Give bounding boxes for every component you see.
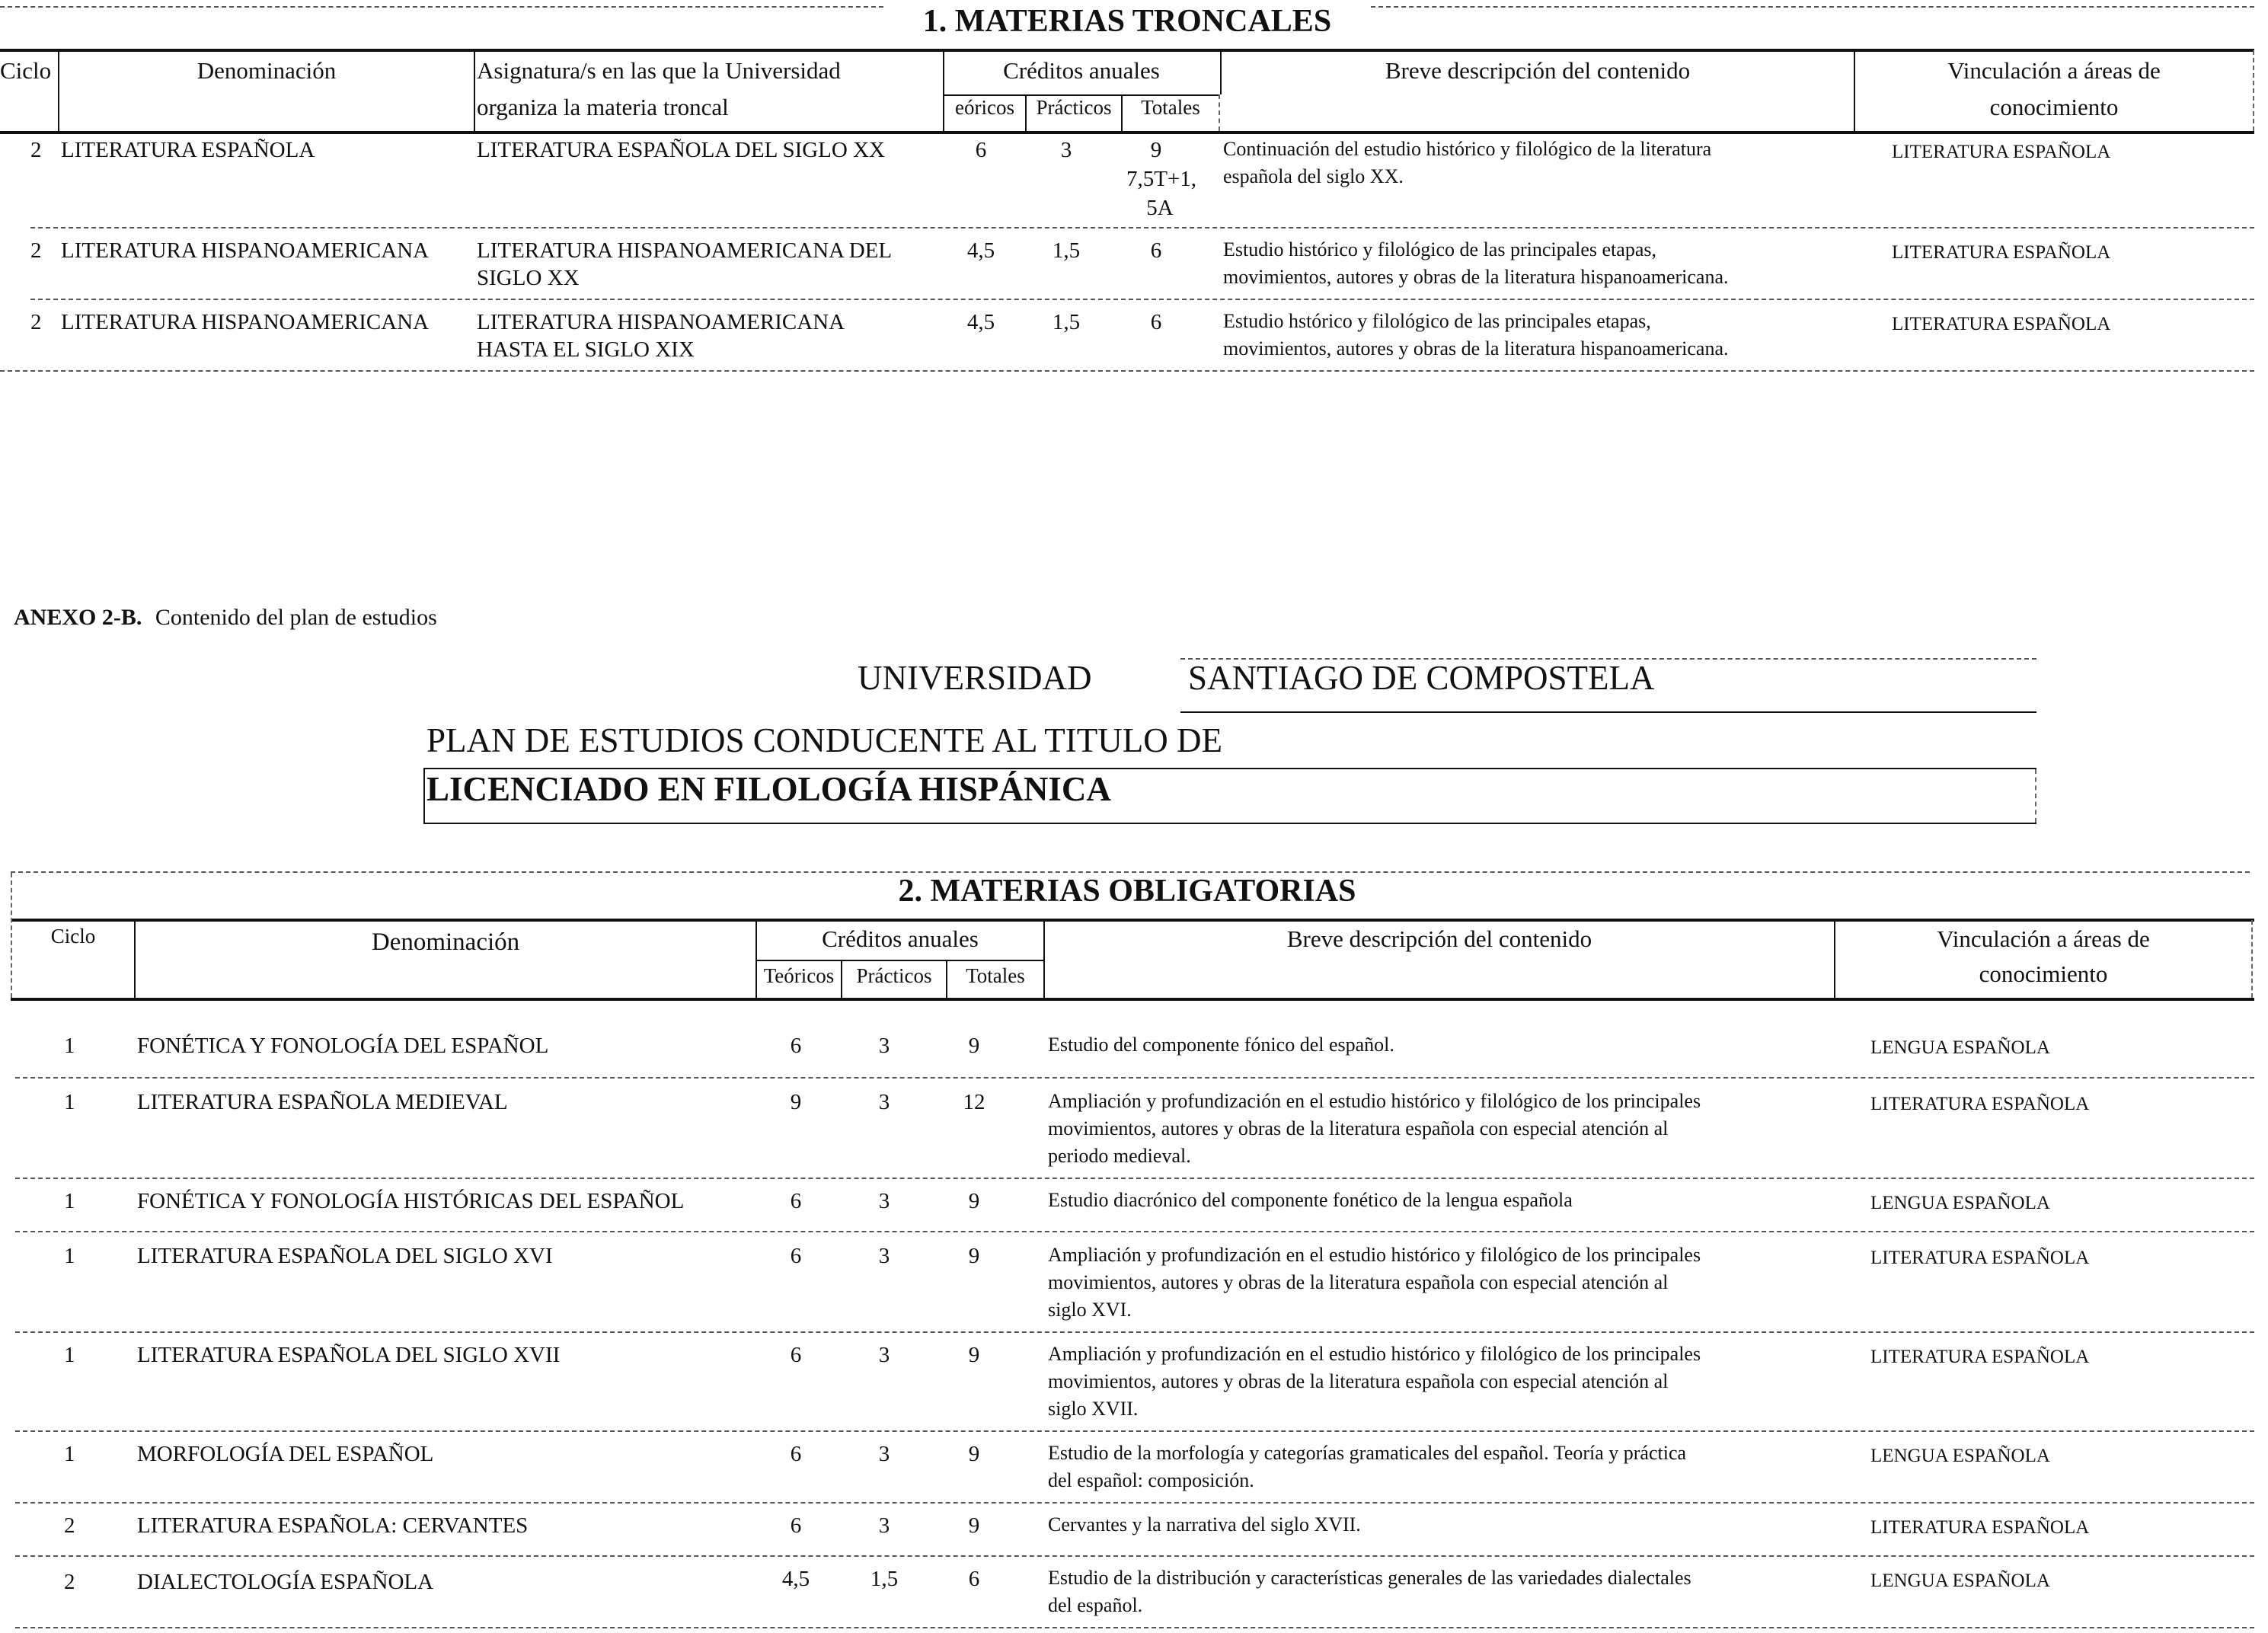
row-ciclo: 1 xyxy=(64,1034,75,1058)
troncales-header-bottom-rule xyxy=(0,131,2254,134)
row-descripcion-1: Cervantes y la narrativa del siglo XVII. xyxy=(1048,1513,1361,1536)
troncales-header-teoricos: eóricos xyxy=(955,96,1014,119)
row-ciclo: 2 xyxy=(30,310,42,334)
row-practicos: 3 xyxy=(878,1244,890,1268)
row-practicos: 1,5 xyxy=(1052,310,1081,334)
row-teoricos: 4,5 xyxy=(966,238,995,263)
row-descripcion-2: movimientos, autores y obras de la literatura hispanoamericana. xyxy=(1223,266,1729,288)
row-area: LITERATURA ESPAÑOLA xyxy=(1870,1248,2090,1268)
row-descripcion-1: Ampliación y profundización en el estudio histórico y filológico de los principales xyxy=(1048,1343,1701,1365)
row-teoricos: 4,5 xyxy=(966,310,995,334)
row-descripcion-3: siglo XVII. xyxy=(1048,1398,1139,1420)
obligatorias-title: 2. MATERIAS OBLIGATORIAS xyxy=(898,874,1356,909)
row-teoricos: 9 xyxy=(790,1090,802,1114)
row-ciclo: 1 xyxy=(64,1343,75,1367)
row-divider xyxy=(15,1502,2254,1504)
row-practicos: 3 xyxy=(878,1513,890,1538)
row-practicos: 3 xyxy=(878,1343,890,1367)
obligatorias-header-teoricos: Teóricos xyxy=(763,964,835,987)
row-teoricos: 6 xyxy=(790,1343,802,1367)
row-practicos: 3 xyxy=(878,1189,890,1213)
col-sep xyxy=(2251,920,2253,998)
row-divider xyxy=(15,1231,2254,1232)
obligatorias-header-practicos: Prácticos xyxy=(856,964,932,987)
universidad-box-top xyxy=(1180,658,2036,660)
row-practicos: 3 xyxy=(878,1034,890,1058)
row-descripcion-1: Estudio hstórico y filológico de las principales etapas, xyxy=(1223,310,1651,332)
row-teoricos: 6 xyxy=(790,1513,802,1538)
anexo-label: ANEXO 2-B. xyxy=(14,605,142,630)
row-area: LITERATURA ESPAÑOLA xyxy=(1870,1094,2090,1114)
row-denominacion: LITERATURA ESPAÑOLA xyxy=(61,138,315,162)
row-descripcion-2: movimientos, autores y obras de la literatura española con especial atención al xyxy=(1048,1271,1669,1293)
row-area: LENGUA ESPAÑOLA xyxy=(1870,1037,2050,1058)
row-divider xyxy=(15,1178,2254,1179)
row-ciclo: 1 xyxy=(64,1090,75,1114)
col-sep xyxy=(1219,94,1220,131)
row-totales: 6 xyxy=(1150,310,1162,334)
row-descripcion-1: Estudio de la morfología y categorías gramaticales del español. Teoría y práctica xyxy=(1048,1442,1687,1464)
row-descripcion-3: siglo XVI. xyxy=(1048,1299,1132,1321)
troncales-header-descripcion: Breve descripción del contenido xyxy=(1385,57,1691,84)
row-teoricos: 6 xyxy=(790,1244,802,1268)
row-totales: 9 xyxy=(968,1442,980,1466)
row-asignatura: LITERATURA HISPANOAMERICANA xyxy=(477,310,845,334)
row-teoricos: 6 xyxy=(790,1034,802,1058)
row-practicos: 3 xyxy=(878,1442,890,1466)
row-practicos: 3 xyxy=(878,1090,890,1114)
row-teoricos: 6 xyxy=(975,138,987,162)
row-practicos: 1,5 xyxy=(1052,238,1081,263)
row-ciclo: 2 xyxy=(30,138,42,162)
row-denominacion: LITERATURA ESPAÑOLA: CERVANTES xyxy=(137,1513,529,1538)
row-denominacion: MORFOLOGÍA DEL ESPAÑOL xyxy=(137,1442,434,1466)
row-totales: 9 xyxy=(968,1513,980,1538)
row-totales-detail: 7,5T+1, xyxy=(1126,167,1197,191)
row-divider xyxy=(30,299,2254,300)
row-descripcion-3: periodo medieval. xyxy=(1048,1145,1191,1167)
col-sep xyxy=(474,50,475,131)
row-teoricos: 6 xyxy=(790,1442,802,1466)
troncales-header-vinculacion-2: conocimiento xyxy=(1989,94,2119,120)
row-descripcion-2: movimientos, autores y obras de la literatura española con especial atención al xyxy=(1048,1117,1669,1139)
anexo-text: Contenido del plan de estudios xyxy=(155,605,437,630)
row-area: LITERATURA ESPAÑOLA xyxy=(1892,314,2111,334)
obligatorias-header-ciclo: Ciclo xyxy=(50,925,96,948)
row-asignatura-2: HASTA EL SIGLO XIX xyxy=(477,337,695,362)
universidad-box-bottom xyxy=(1180,711,2036,713)
row-divider xyxy=(15,1430,2254,1432)
row-totales: 6 xyxy=(1150,238,1162,263)
titulo: LICENCIADO EN FILOLOGÍA HISPÁNICA xyxy=(426,770,1111,808)
troncales-header-practicos: Prácticos xyxy=(1036,96,1112,119)
row-totales: 9 xyxy=(968,1189,980,1213)
universidad-value: SANTIAGO DE COMPOSTELA xyxy=(1188,659,1655,697)
row-descripcion-2: movimientos, autores y obras de la literatura española con especial atención al xyxy=(1048,1370,1669,1392)
troncales-title: 1. MATERIAS TRONCALES xyxy=(922,4,1332,39)
row-area: LITERATURA ESPAÑOLA xyxy=(1870,1347,2090,1367)
row-ciclo: 2 xyxy=(64,1513,75,1538)
row-descripcion-1: Ampliación y profundización en el estudio histórico y filológico de los principales xyxy=(1048,1244,1701,1266)
row-totales: 12 xyxy=(963,1090,985,1114)
row-totales: 9 xyxy=(968,1244,980,1268)
row-divider xyxy=(15,1331,2254,1333)
troncales-header-asignatura-1: Asignatura/s en las que la Universidad xyxy=(477,57,841,84)
row-descripcion-1: Estudio del componente fónico del español. xyxy=(1048,1034,1394,1056)
row-area: LENGUA ESPAÑOLA xyxy=(1870,1193,2050,1213)
row-denominacion: FONÉTICA Y FONOLOGÍA DEL ESPAÑOL xyxy=(137,1034,549,1058)
row-denominacion: DIALECTOLOGÍA ESPAÑOLA xyxy=(137,1570,434,1594)
row-descripcion-2: española del siglo XX. xyxy=(1223,165,1404,187)
obligatorias-header-bottom-rule xyxy=(11,998,2254,1001)
row-teoricos: 4,5 xyxy=(781,1567,810,1591)
anexo-line xyxy=(14,605,437,631)
row-descripcion-1: Estudio de la distribución y características generales de las variedades dialectales xyxy=(1048,1567,1691,1589)
titulo-rule xyxy=(423,823,2036,824)
universidad-label: UNIVERSIDAD xyxy=(858,659,1092,697)
row-totales-detail-2: 5A xyxy=(1146,196,1174,220)
troncales-header-asignatura-2: organiza la materia troncal xyxy=(477,94,729,120)
row-descripcion-1: Continuación del estudio histórico y filológico de la literatura xyxy=(1223,138,1712,160)
obligatorias-header-descripcion: Breve descripción del contenido xyxy=(1286,925,1592,952)
row-teoricos: 6 xyxy=(790,1189,802,1213)
row-totales: 6 xyxy=(968,1567,980,1591)
row-area: LITERATURA ESPAÑOLA xyxy=(1870,1517,2090,1538)
row-descripcion-2: movimientos, autores y obras de la literatura hispanoamericana. xyxy=(1223,337,1729,360)
row-ciclo: 1 xyxy=(64,1442,75,1466)
row-area: LENGUA ESPAÑOLA xyxy=(1870,1446,2050,1466)
obligatorias-header-vinculacion-2: conocimiento xyxy=(1979,960,2108,987)
row-divider xyxy=(15,1077,2254,1079)
plan-label: PLAN DE ESTUDIOS CONDUCENTE AL TITULO DE xyxy=(426,721,1222,759)
row-ciclo: 1 xyxy=(64,1189,75,1213)
row-ciclo: 2 xyxy=(64,1570,75,1594)
row-divider xyxy=(30,227,2254,228)
row-descripcion-1: Estudio histórico y filológico de las principales etapas, xyxy=(1223,238,1656,260)
row-totales: 9 xyxy=(968,1343,980,1367)
col-sep xyxy=(2253,50,2254,131)
row-denominacion: LITERATURA HISPANOAMERICANA xyxy=(61,238,430,263)
row-asignatura: LITERATURA ESPAÑOLA DEL SIGLO XX xyxy=(477,138,885,162)
row-ciclo: 1 xyxy=(64,1244,75,1268)
troncales-header-creditos: Créditos anuales xyxy=(1003,57,1160,84)
troncales-header-totales: Totales xyxy=(1141,96,1200,119)
row-divider xyxy=(15,1555,2254,1557)
row-practicos: 1,5 xyxy=(870,1567,899,1591)
obligatorias-bottom-rule xyxy=(15,1627,2254,1628)
row-asignatura: LITERATURA HISPANOAMERICANA DEL xyxy=(477,238,893,263)
row-descripcion-2: del español: composición. xyxy=(1048,1469,1254,1491)
row-practicos: 3 xyxy=(1060,138,1072,162)
troncales-bottom-rule xyxy=(0,370,2254,372)
row-denominacion: LITERATURA ESPAÑOLA DEL SIGLO XVII xyxy=(137,1343,561,1367)
troncales-header-denominacion: Denominación xyxy=(196,57,337,84)
row-denominacion: LITERATURA ESPAÑOLA DEL SIGLO XVI xyxy=(137,1244,553,1268)
row-ciclo: 2 xyxy=(30,238,42,263)
row-area: LENGUA ESPAÑOLA xyxy=(1870,1571,2050,1591)
row-descripcion-1: Ampliación y profundización en el estudio histórico y filológico de los principales xyxy=(1048,1090,1701,1112)
troncales-header-top-rule xyxy=(0,49,2254,52)
titulo-box-right xyxy=(2035,769,2036,823)
row-asignatura-2: SIGLO XX xyxy=(477,266,580,290)
row-denominacion: LITERATURA HISPANOAMERICANA xyxy=(61,310,430,334)
obligatorias-header-totales: Totales xyxy=(966,964,1025,987)
row-descripcion-2: del español. xyxy=(1048,1594,1143,1616)
titulo-box-left xyxy=(423,769,425,823)
row-totales: 9 xyxy=(968,1034,980,1058)
obligatorias-creditos-subrule xyxy=(755,960,1045,961)
row-area: LITERATURA ESPAÑOLA xyxy=(1892,142,2111,162)
row-area: LITERATURA ESPAÑOLA xyxy=(1892,242,2111,263)
row-denominacion: LITERATURA ESPAÑOLA MEDIEVAL xyxy=(137,1090,508,1114)
troncales-header-vinculacion-1: Vinculación a áreas de xyxy=(1947,57,2161,84)
row-descripcion-1: Estudio diacrónico del componente fonético de la lengua española xyxy=(1048,1189,1573,1211)
obligatorias-header-creditos: Créditos anuales xyxy=(822,925,979,952)
row-denominacion: FONÉTICA Y FONOLOGÍA HISTÓRICAS DEL ESPAÑOL xyxy=(137,1189,685,1213)
obligatorias-header-denominacion: Denominación xyxy=(371,928,520,956)
troncales-header-ciclo: Ciclo xyxy=(0,57,52,84)
row-totales: 9 xyxy=(1150,138,1162,162)
obligatorias-header-vinculacion-1: Vinculación a áreas de xyxy=(1937,925,2150,952)
